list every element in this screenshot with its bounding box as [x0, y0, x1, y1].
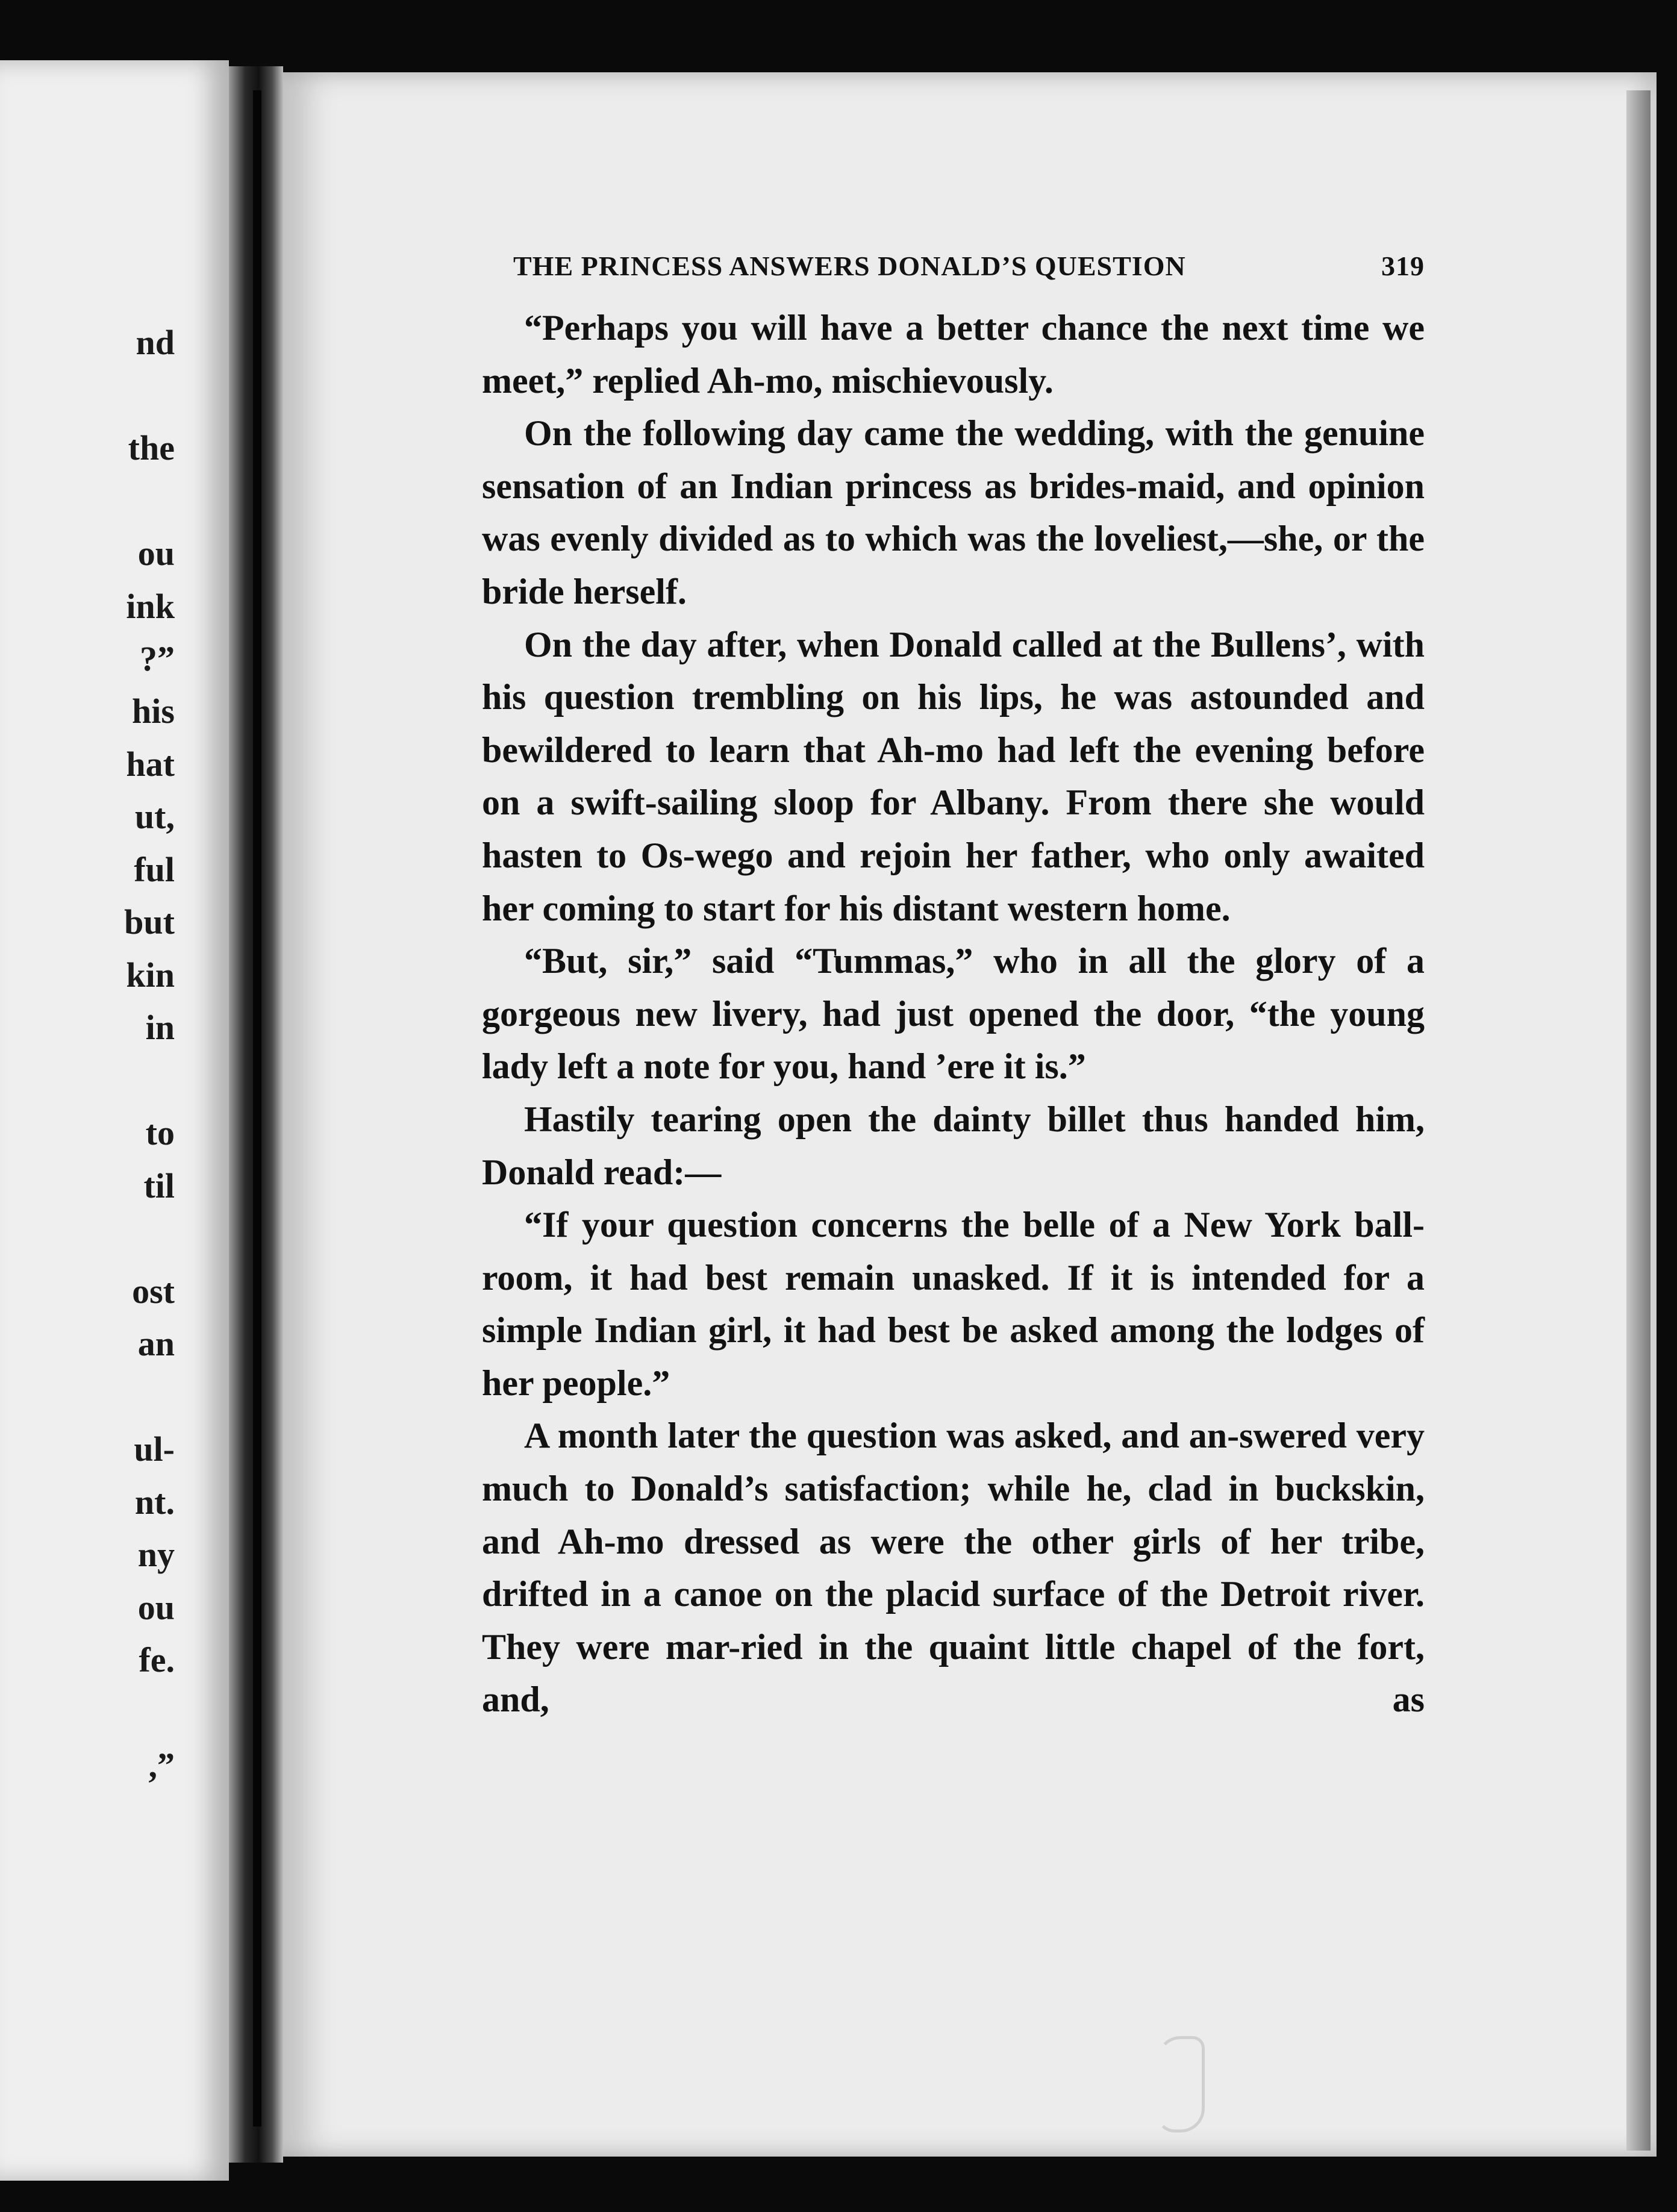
left-page-fragment: ou: [137, 1588, 175, 1627]
left-page-fragment: ny: [137, 1535, 175, 1574]
left-page-fragment: hat: [126, 745, 175, 784]
left-page-fragment: but: [124, 902, 175, 942]
left-page-fragment: ,”: [148, 1746, 175, 1785]
left-page-fragment: til: [143, 1166, 175, 1205]
left-page-line-endings: [124, 60, 229, 2181]
paragraph: “If your question concerns the belle of a New York ball-room, it had best remain unasked. If it is intended for a simple Indian girl, it had best be asked among the lodges of her people.”: [482, 1205, 1425, 1403]
left-page-fragment: nt.: [134, 1482, 175, 1522]
left-page-fragment: ?”: [140, 639, 175, 678]
left-facing-page: [0, 60, 229, 2181]
left-page-fragment: to: [145, 1113, 175, 1152]
paragraph: On the day after, when Donald called at the Bullens’, with his question trembling on his lips, he was astounded and bewildered to learn that Ah-mo had left the evening before on a swift-sailing sloop for Albany. From there she would hasten to Os-wego and rejoin her father, who only awaited her coming to start for his distant western home.: [482, 624, 1425, 928]
page-text-block: [482, 250, 1425, 1726]
left-page-fragment: ink: [126, 587, 175, 626]
left-page-fragment: his: [132, 692, 175, 731]
left-page-fragment: ul-: [134, 1429, 175, 1469]
paragraph: “Perhaps you will have a better chance the next time we meet,” replied Ah-mo, mischievously.: [482, 308, 1425, 401]
left-page-fragment: ut,: [134, 797, 175, 836]
left-page-fragment: an: [137, 1324, 175, 1363]
paragraph: A month later the question was asked, and an-swered very much to Donald’s satisfaction; while he, clad in buckskin, and Ah-mo dressed as were the other girls of her tribe, drifted in a canoe on the placid surface of the Detroit river. They were mar-ried in the quaint little chapel of the fort, and, as: [482, 1416, 1425, 1720]
left-page-fragment: the: [128, 428, 175, 467]
scan-blemish: [1157, 2036, 1205, 2132]
left-page-fragment: nd: [136, 323, 175, 362]
page-number: 319: [1381, 251, 1425, 281]
left-page-fragment: fe.: [139, 1640, 175, 1679]
body-text: [482, 302, 1425, 1726]
paragraph: On the following day came the wedding, with the genuine sensation of an Indian princess as brides-maid, and opinion was evenly divided as to which was the loveliest,—she, or the bride herself.: [482, 413, 1425, 611]
left-page-fragment: ost: [132, 1272, 175, 1311]
left-page-fragment: ou: [137, 534, 175, 573]
left-page-fragment: in: [145, 1008, 175, 1047]
running-head: [482, 250, 1425, 292]
left-page-fragment: ful: [134, 850, 175, 889]
page-edge-shadow: [1626, 90, 1650, 2151]
binding-shadow: [253, 90, 261, 2126]
paragraph: Hastily tearing open the dainty billet thus handed him, Donald read:—: [482, 1099, 1425, 1192]
left-page-fragment: kin: [126, 955, 175, 995]
paragraph: “But, sir,” said “Tummas,” who in all the glory of a gorgeous new livery, had just opened the door, “the young lady left a note for you, hand ’ere it is.”: [482, 941, 1425, 1087]
running-title: THE PRINCESS ANSWERS DONALD’S QUESTION: [513, 251, 1186, 281]
